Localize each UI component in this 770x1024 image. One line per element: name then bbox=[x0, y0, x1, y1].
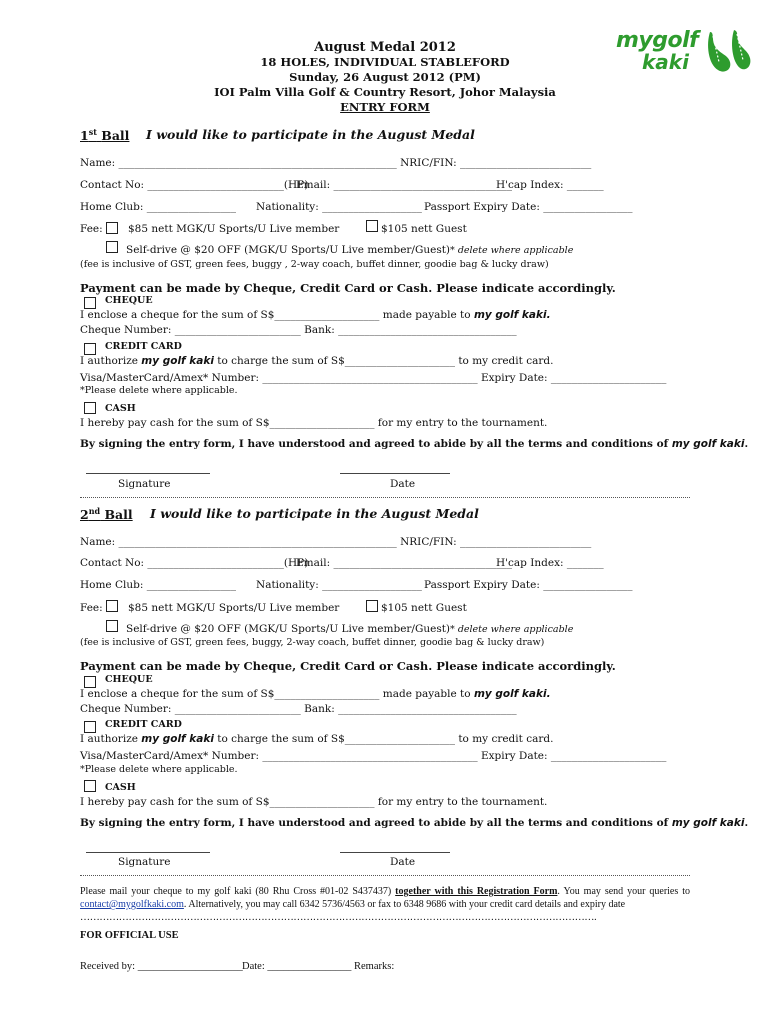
cheque-label: CHEQUE bbox=[105, 295, 153, 306]
nationality-field[interactable]: Nationality: ___________________ bbox=[256, 201, 422, 213]
cheque-checkbox[interactable] bbox=[84, 676, 96, 688]
date-label: Date bbox=[390, 478, 416, 490]
signature-label: Signature bbox=[118, 478, 171, 490]
brand-name: my golf kaki bbox=[141, 733, 214, 745]
self-drive-checkbox[interactable] bbox=[106, 241, 118, 253]
charge-text: to charge the sum of S$_____________________ to my credit card. bbox=[217, 355, 554, 367]
brand-name: my golf kaki bbox=[473, 688, 547, 700]
brand-name: my golf kaki bbox=[671, 438, 745, 450]
golf-club-icon bbox=[704, 24, 754, 76]
queries-text: . You may send your queries to bbox=[557, 886, 690, 897]
footer-dots: ……………………………………………………………………………………………………………………………………………. bbox=[80, 912, 597, 923]
credit-card-checkbox[interactable] bbox=[84, 343, 96, 355]
fee-inclusion-note: (fee is inclusive of GST, green fees, buggy, 2-way coach, buffet dinner, goodie bag & lucky draw) bbox=[80, 637, 545, 648]
cheque-amount-text: I enclose a cheque for the sum of S$____________________ made payable to bbox=[80, 309, 471, 321]
ball-suffix: st bbox=[88, 127, 97, 137]
event-format: 18 HOLES, INDIVIDUAL STABLEFORD bbox=[260, 55, 510, 69]
mygolfkaki-logo bbox=[612, 22, 760, 80]
delete-applicable-note: *Please delete where applicable. bbox=[80, 385, 238, 396]
official-use-label: FOR OFFICIAL USE bbox=[80, 930, 179, 941]
fee-guest-option: $105 nett Guest bbox=[381, 223, 467, 235]
cash-label: CASH bbox=[105, 782, 136, 793]
email-field[interactable]: Email: __________________________________ bbox=[296, 557, 512, 569]
credit-card-label: CREDIT CARD bbox=[105, 719, 182, 730]
ball-1-label bbox=[80, 127, 129, 143]
authorize-text: I authorize bbox=[80, 733, 138, 745]
card-number-line[interactable]: Visa/MasterCard/Amex* Number: _________________________________________ Expiry Date: ______________________ bbox=[80, 372, 667, 384]
registration-form-emphasis: together with this Registration Form bbox=[395, 886, 558, 897]
contact-field[interactable]: Contact No: __________________________(HP) bbox=[80, 557, 309, 569]
fee-member-option: $85 nett MGK/U Sports/U Live member bbox=[128, 223, 340, 235]
self-drive-option bbox=[126, 244, 573, 256]
nationality-field[interactable]: Nationality: ___________________ bbox=[256, 579, 422, 591]
logo-word-kaki: kaki bbox=[642, 50, 689, 74]
date-line[interactable] bbox=[340, 852, 450, 853]
credit-card-checkbox[interactable] bbox=[84, 721, 96, 733]
brand-name: my golf kaki bbox=[141, 355, 214, 367]
agreement-text bbox=[80, 817, 748, 829]
brand-name: my golf kaki bbox=[671, 817, 745, 829]
ball-2-label bbox=[80, 506, 133, 522]
received-by-field[interactable]: Received by: ____________________ bbox=[80, 961, 243, 972]
ball-number: 2 bbox=[80, 507, 89, 523]
cash-line[interactable]: I hereby pay cash for the sum of S$____________________ for my entry to the tournament. bbox=[80, 417, 548, 429]
credit-card-authorize-line[interactable] bbox=[80, 355, 553, 367]
brand-period: . bbox=[546, 688, 551, 700]
delete-applicable-note: *Please delete where applicable. bbox=[80, 764, 238, 775]
fee-member-checkbox[interactable] bbox=[106, 222, 118, 234]
contact-email-link[interactable]: contact@mygolfkaki.com bbox=[80, 899, 184, 910]
cash-checkbox[interactable] bbox=[84, 780, 96, 792]
fee-guest-checkbox[interactable] bbox=[366, 600, 378, 612]
logo-word-mygolf: mygolf bbox=[616, 28, 699, 53]
self-drive-text: Self-drive @ $20 OFF (MGK/U Sports/U Live member/Guest) bbox=[126, 244, 451, 256]
card-number-line[interactable]: Visa/MasterCard/Amex* Number: _________________________________________ Expiry Date: ______________________ bbox=[80, 750, 667, 762]
cheque-number-line[interactable]: Cheque Number: ________________________ Bank: __________________________________ bbox=[80, 703, 517, 715]
mail-address-text: Please mail your cheque to my golf kaki (80 Rhu Cross #01-02 S437437) bbox=[80, 886, 392, 897]
hcap-field[interactable]: H'cap Index: _______ bbox=[496, 557, 604, 569]
self-drive-checkbox[interactable] bbox=[106, 620, 118, 632]
remarks-field[interactable]: Remarks: bbox=[354, 961, 395, 972]
agreement-body: By signing the entry form, I have understood and agreed to abide by all the terms and conditions of bbox=[80, 438, 669, 450]
name-field[interactable]: Name: _____________________________________________________ NRIC/FIN: _________________________ bbox=[80, 536, 592, 548]
brand-period: . bbox=[546, 309, 551, 321]
brand-name: my golf kaki bbox=[473, 309, 547, 321]
payment-heading: Payment can be made by Cheque, Credit Card or Cash. Please indicate accordingly. bbox=[80, 281, 616, 295]
cheque-amount-text: I enclose a cheque for the sum of S$____________________ made payable to bbox=[80, 688, 471, 700]
section-divider bbox=[80, 497, 690, 498]
home-club-field[interactable]: Home Club: _________________ bbox=[80, 201, 236, 213]
form-title: August Medal 2012 bbox=[314, 40, 456, 55]
authorize-text: I authorize bbox=[80, 355, 138, 367]
ball-number: 1 bbox=[80, 128, 89, 144]
cheque-label: CHEQUE bbox=[105, 674, 153, 685]
charge-text: to charge the sum of S$_____________________ to my credit card. bbox=[217, 733, 554, 745]
mailing-instructions bbox=[80, 885, 690, 911]
agreement-period: . bbox=[744, 817, 749, 829]
email-field[interactable]: Email: __________________________________ bbox=[296, 179, 512, 191]
payment-heading: Payment can be made by Cheque, Credit Card or Cash. Please indicate accordingly. bbox=[80, 659, 616, 673]
passport-field[interactable]: Passport Expiry Date: _________________ bbox=[424, 579, 633, 591]
signature-label: Signature bbox=[118, 856, 171, 868]
self-drive-option bbox=[126, 623, 573, 635]
home-club-field[interactable]: Home Club: _________________ bbox=[80, 579, 236, 591]
fee-label: Fee: bbox=[80, 602, 103, 614]
name-field[interactable]: Name: _____________________________________________________ NRIC/FIN: _________________________ bbox=[80, 157, 592, 169]
cash-checkbox[interactable] bbox=[84, 402, 96, 414]
self-drive-text: Self-drive @ $20 OFF (MGK/U Sports/U Live member/Guest) bbox=[126, 623, 451, 635]
cheque-amount-line[interactable] bbox=[80, 309, 551, 321]
official-date-field[interactable]: Date: ________________ bbox=[242, 961, 352, 972]
ball-suffix: nd bbox=[88, 506, 101, 516]
delete-note: * delete where applicable bbox=[450, 624, 574, 635]
ball-word: Ball bbox=[104, 507, 133, 523]
date-line[interactable] bbox=[340, 473, 450, 474]
event-date: Sunday, 26 August 2012 (PM) bbox=[289, 70, 481, 84]
hcap-field[interactable]: H'cap Index: _______ bbox=[496, 179, 604, 191]
date-label: Date bbox=[390, 856, 416, 868]
signature-line[interactable] bbox=[86, 473, 210, 474]
agreement-text bbox=[80, 438, 748, 450]
signature-line[interactable] bbox=[86, 852, 210, 853]
fee-inclusion-note: (fee is inclusive of GST, green fees, buggy , 2-way coach, buffet dinner, goodie bag & lucky draw) bbox=[80, 259, 549, 270]
delete-note: * delete where applicable bbox=[450, 245, 574, 256]
participate-intro: I would like to participate in the August Medal bbox=[146, 127, 475, 142]
ball-word: Ball bbox=[101, 128, 130, 144]
credit-card-label: CREDIT CARD bbox=[105, 341, 182, 352]
entry-form-label: ENTRY FORM bbox=[340, 100, 430, 114]
section-divider bbox=[80, 875, 690, 876]
agreement-body: By signing the entry form, I have understood and agreed to abide by all the terms and conditions of bbox=[80, 817, 669, 829]
fee-label: Fee: bbox=[80, 223, 103, 235]
fee-guest-option: $105 nett Guest bbox=[381, 602, 467, 614]
contact-field[interactable]: Contact No: __________________________(HP) bbox=[80, 179, 309, 191]
cheque-amount-line[interactable] bbox=[80, 688, 551, 700]
cash-line[interactable]: I hereby pay cash for the sum of S$____________________ for my entry to the tournament. bbox=[80, 796, 548, 808]
event-venue: IOI Palm Villa Golf & Country Resort, Johor Malaysia bbox=[214, 85, 556, 99]
agreement-period: . bbox=[744, 438, 749, 450]
fee-member-option: $85 nett MGK/U Sports/U Live member bbox=[128, 602, 340, 614]
passport-field[interactable]: Passport Expiry Date: _________________ bbox=[424, 201, 633, 213]
fee-member-checkbox[interactable] bbox=[106, 600, 118, 612]
alternative-contact-text: . Alternatively, you may call 6342 5736/4563 or fax to 6348 9686 with your credit card details and expiry date bbox=[183, 899, 626, 910]
cheque-number-line[interactable]: Cheque Number: ________________________ Bank: __________________________________ bbox=[80, 324, 517, 336]
credit-card-authorize-line[interactable] bbox=[80, 733, 553, 745]
participate-intro: I would like to participate in the August Medal bbox=[150, 506, 479, 521]
fee-guest-checkbox[interactable] bbox=[366, 220, 378, 232]
cash-label: CASH bbox=[105, 403, 136, 414]
cheque-checkbox[interactable] bbox=[84, 297, 96, 309]
